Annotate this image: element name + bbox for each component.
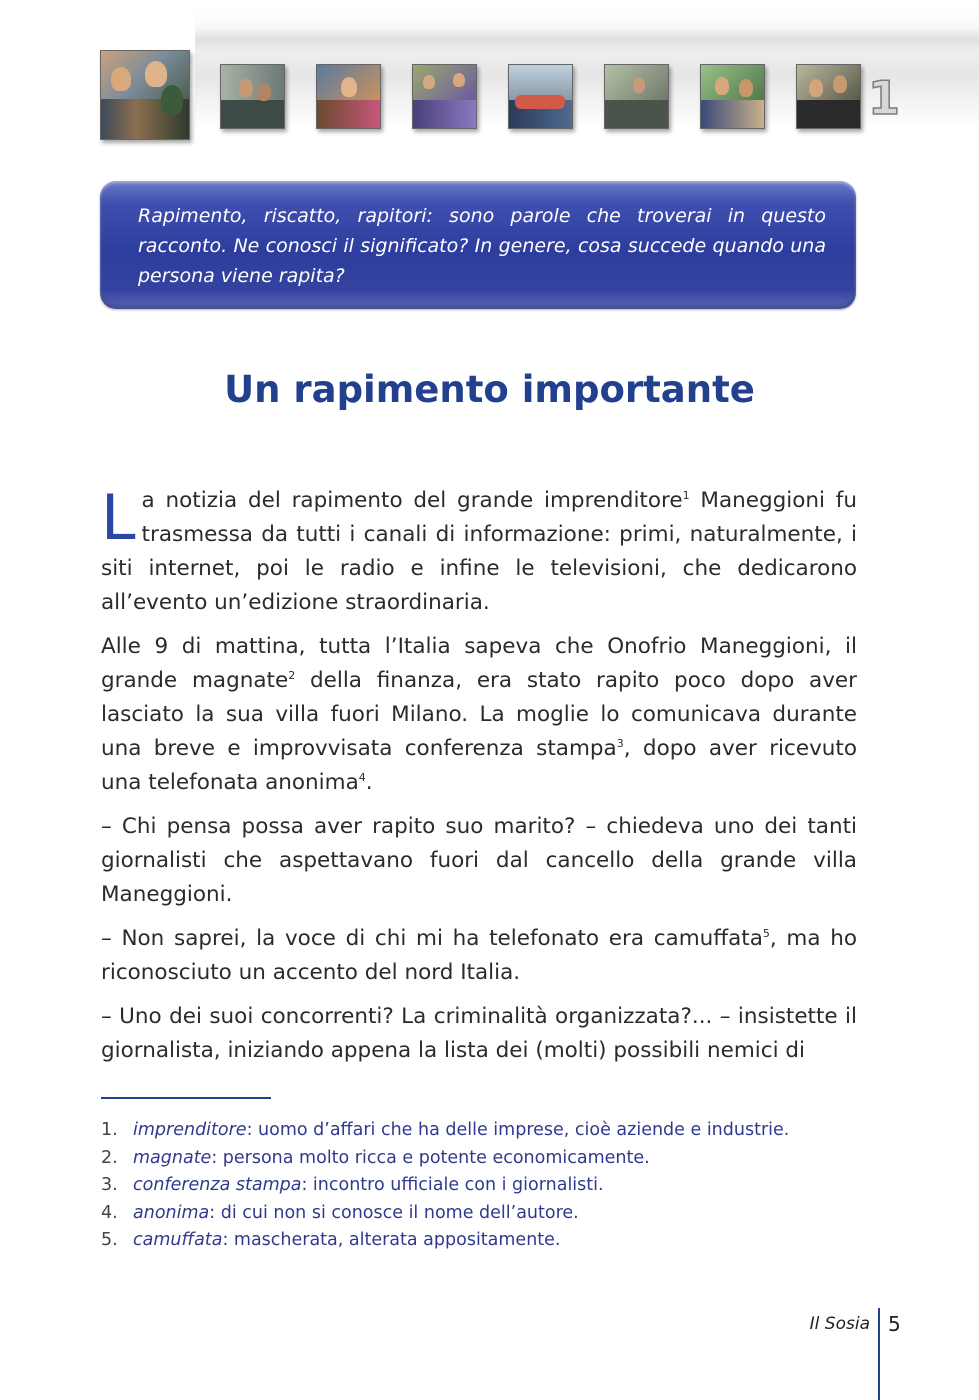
paragraph-4: – Non saprei, la voce di chi mi ha telefonato era camuffata$^5$, ma ho riconosciuto un accento del nord Italia. (101, 926, 857, 985)
footnote-term: magnate (133, 1147, 212, 1168)
chapter-thumbnail-6 (700, 64, 765, 129)
drop-cap: L (101, 481, 136, 554)
footnote-item: 3. conferenza stampa: incontro ufficiale con i giornalisti. (101, 1175, 604, 1195)
body-text (101, 481, 858, 1078)
chapter-thumbnail-5 (604, 64, 669, 129)
page-number: 5 (888, 1312, 901, 1336)
footnote-term: camuffata (133, 1230, 223, 1250)
chapter-thumbnail-7 (796, 64, 861, 129)
footnotes-list (101, 1117, 881, 1255)
footnote-ref-1: 1 (682, 488, 690, 502)
footnote-term: imprenditore (133, 1120, 247, 1140)
header-band (195, 10, 979, 128)
chapter-number: 1 (868, 71, 901, 125)
footnote-ref-2: 2 (288, 668, 296, 682)
paragraph-5: – Uno dei suoi concorrenti? La criminalità organizzata?... – insistette il giornalista, iniziando appena la lista dei (molti) possibili nemici di (101, 1004, 857, 1063)
footer-divider (878, 1308, 880, 1400)
chapter-illustration-main (100, 50, 190, 140)
footnote-item: 5. camuffata: mascherata, alterata appositamente. (101, 1230, 561, 1250)
footnote-term: anonima (133, 1202, 210, 1223)
footnote-ref-5: 5 (762, 926, 770, 940)
footnote-divider (101, 1097, 271, 1099)
chapter-thumbnail-1 (220, 64, 285, 129)
footnote-item: 2. magnate: persona molto ricca e potente economicamente. (101, 1147, 650, 1168)
paragraph-1: La notizia del rapimento del grande imprenditore$^1$ Maneggioni fu trasmessa da tutti i canali di informazione: primi, naturalmente, i siti internet, poi le radio e infine le televisioni, che dedicarono all’evento un’edizione straordinaria. (101, 481, 858, 615)
chapter-thumbnail-2 (316, 64, 381, 129)
paragraph-2: Alle 9 di mattina, tutta l’Italia sapeva che Onofrio Maneggioni, il grande magnate$^2$ della finanza, era stato rapito poco dopo aver lasciato la sua villa fuori Milano. La moglie lo comunicava durante una breve e improvvisata conferenza stampa$^3$, dopo aver ricevuto una telefonata anonima$^4$. (101, 634, 857, 795)
footnote-item: 4. anonima: di cui non si conosce il nome dell’autore. (101, 1202, 579, 1223)
intro-box (100, 181, 856, 309)
intro-text: Rapimento, riscatto, rapitori: sono parole che troverai in questo racconto. Ne conosci il significato? In genere, cosa succede quando una persona viene rapita? (138, 205, 826, 287)
footnote-item: 1. imprenditore: uomo d’affari che ha delle imprese, cioè aziende e industrie. (101, 1120, 790, 1140)
book-title: Il Sosia (809, 1314, 870, 1334)
chapter-title: Un rapimento importante (224, 368, 755, 411)
chapter-thumbnail-4 (508, 64, 573, 129)
chapter-thumbnail-3 (412, 64, 477, 129)
paragraph-3: – Chi pensa possa aver rapito suo marito? – chiedeva uno dei tanti giornalisti che aspettavano fuori dal cancello della grande villa Maneggioni. (101, 814, 857, 907)
footnote-ref-4: 4 (358, 770, 366, 784)
footnote-ref-3: 3 (616, 736, 624, 750)
footnote-term: conferenza stampa (133, 1175, 302, 1195)
